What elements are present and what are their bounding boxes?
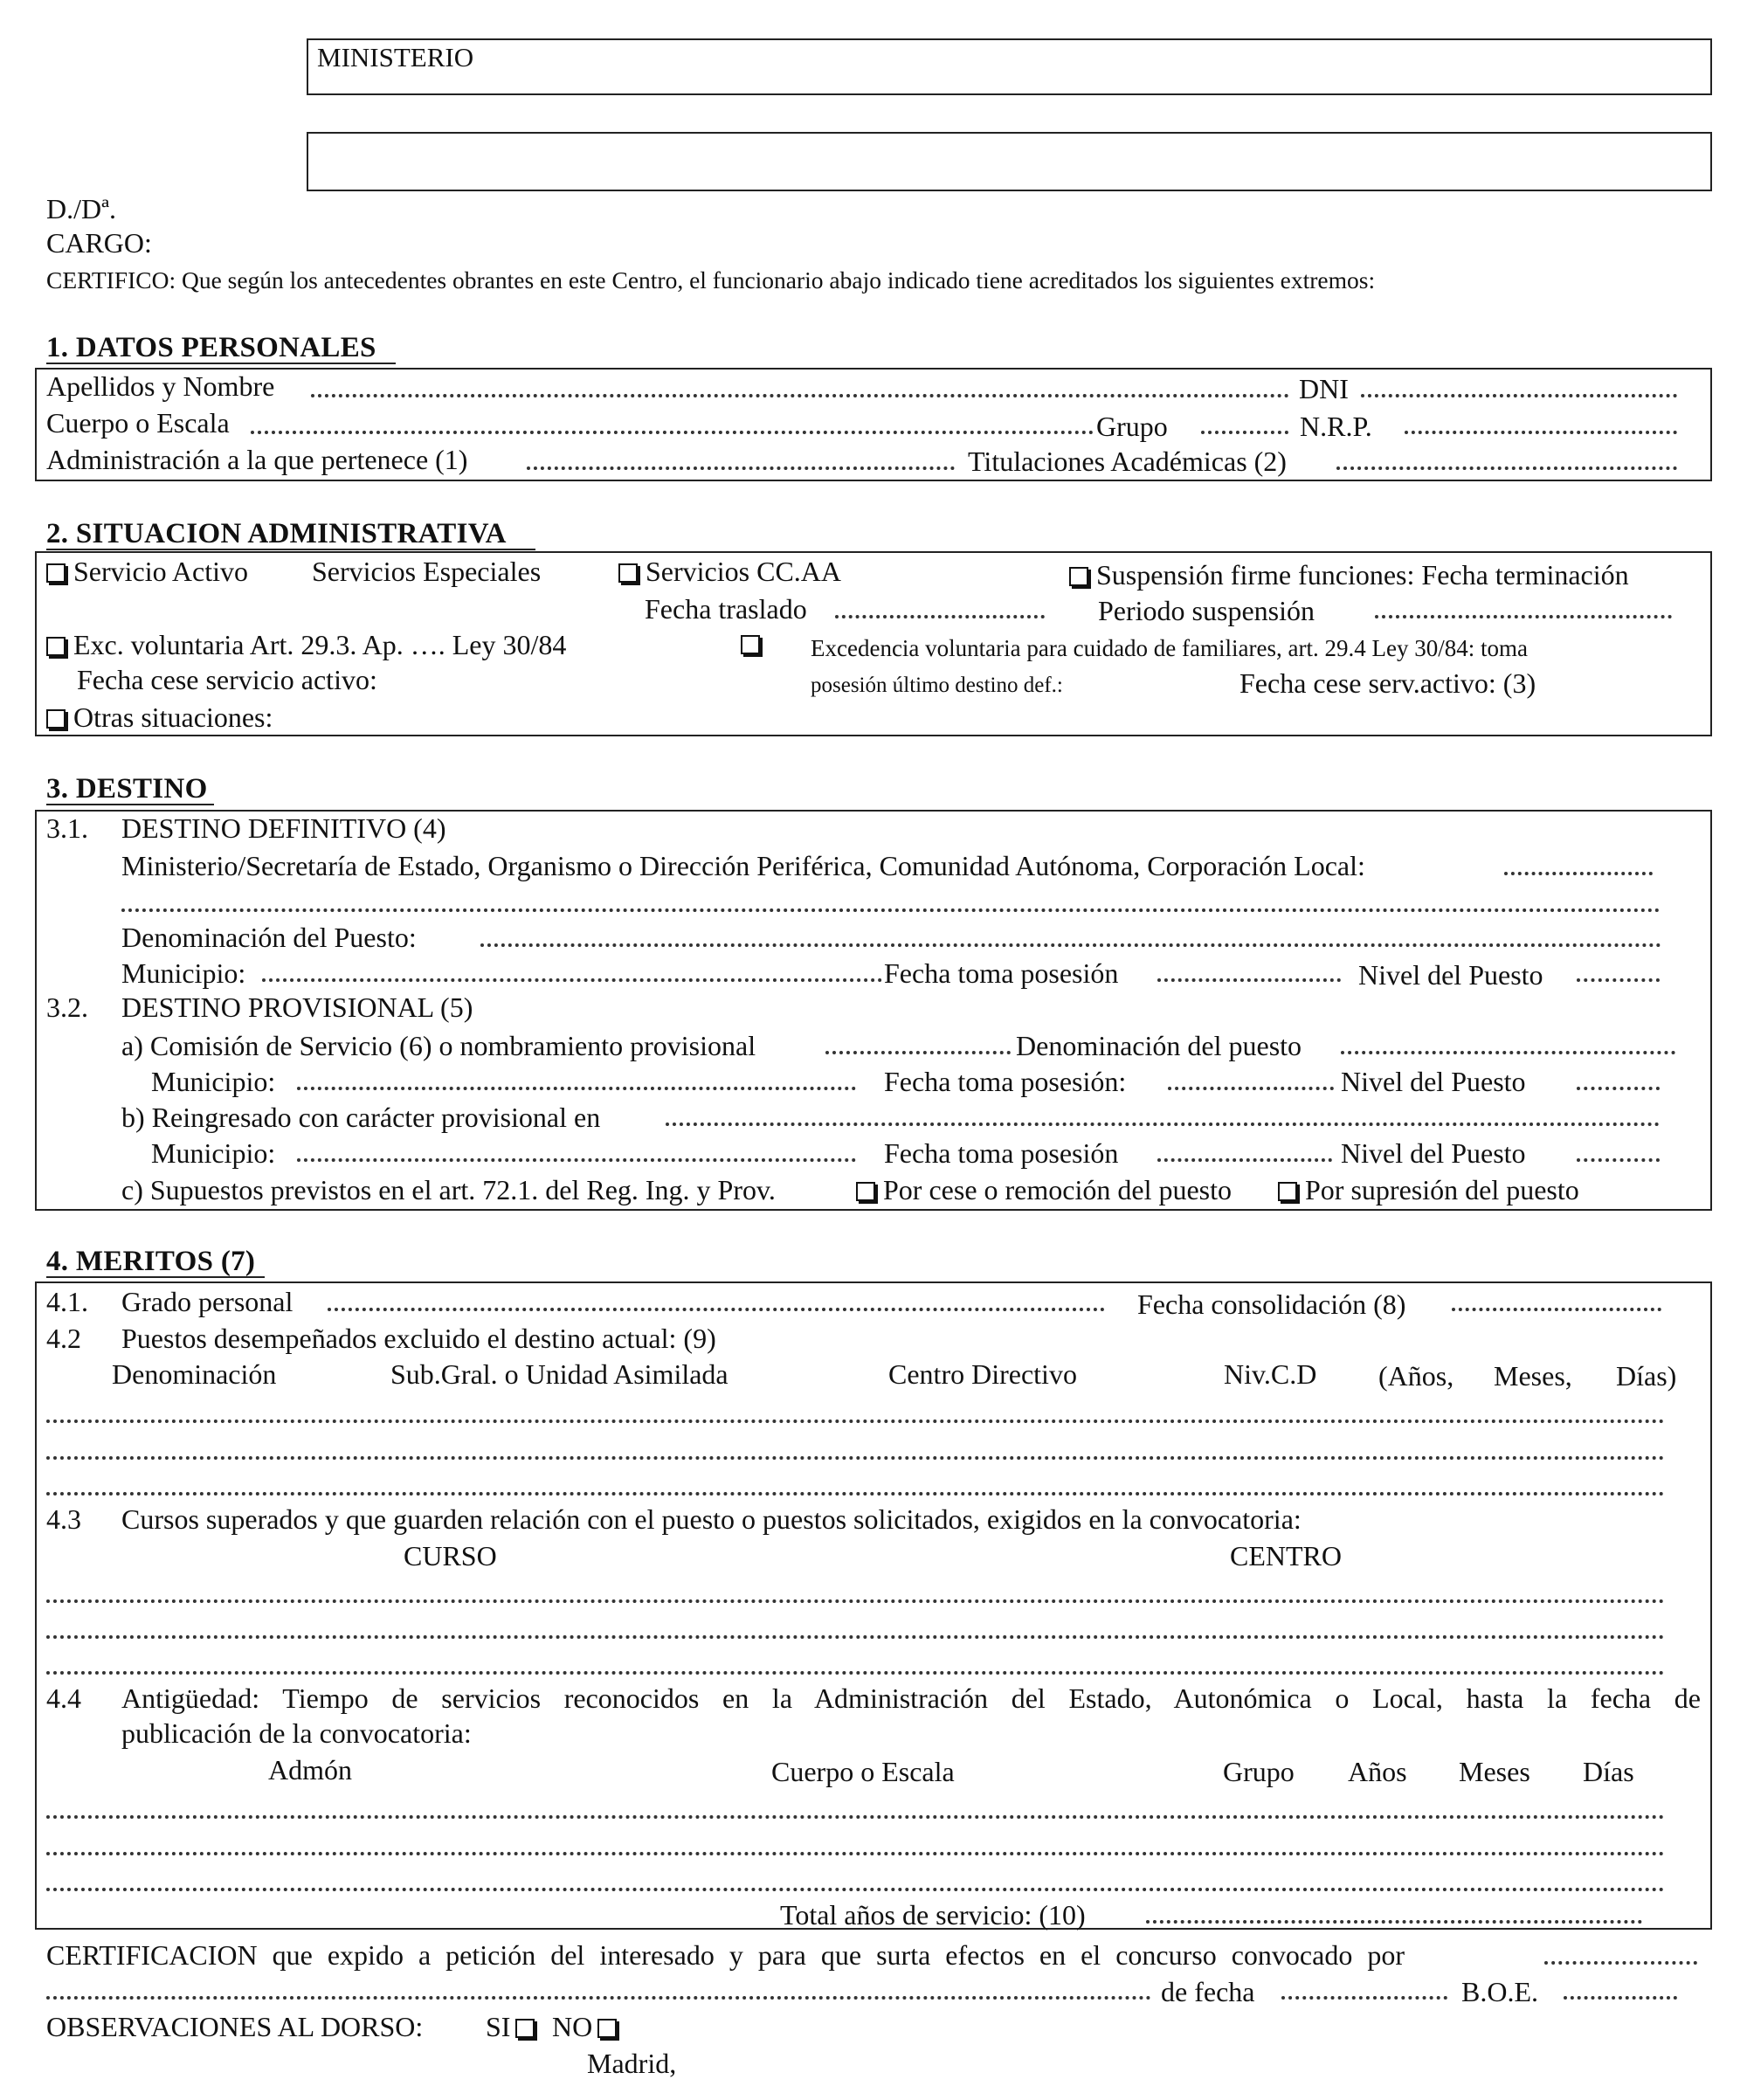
cursos-row-3[interactable]	[46, 1671, 1665, 1675]
excedencia-cuidado-label: Excedencia voluntaria para cuidado de familiares, art. 29.4 Ley 30/84: toma	[811, 635, 1528, 661]
nrp-field[interactable]	[1405, 431, 1677, 434]
fecha-cese-servicio-label: Fecha cese servicio activo:	[77, 664, 377, 695]
municipio-def-label: Municipio:	[121, 957, 246, 989]
nivel-puesto-b-field[interactable]	[1577, 1158, 1660, 1162]
por-cese-option[interactable]	[856, 1176, 1232, 1204]
observaciones-label: OBSERVACIONES AL DORSO:	[46, 2011, 424, 2042]
destino-provisional-label: DESTINO PROVISIONAL (5)	[121, 991, 473, 1023]
col-denominacion: Denominación	[112, 1358, 277, 1390]
cursos-row-2[interactable]	[46, 1635, 1665, 1639]
fecha-toma-a-label: Fecha toma posesión:	[884, 1066, 1127, 1097]
n43-label: 4.3	[46, 1503, 81, 1535]
suspension-label: Suspensión firme funciones: Fecha terminación	[1096, 559, 1629, 591]
certifico-text: CERTIFICO: Que según los antecedentes obrantes en este Centro, el funcionario abajo indicado tiene acreditados los siguientes extremos:	[46, 266, 1376, 294]
nivel-puesto-a-field[interactable]	[1577, 1087, 1660, 1090]
municipio-b-field[interactable]	[297, 1158, 856, 1162]
ministerio-line-label: Ministerio/Secretaría de Estado, Organismo o Dirección Periférica, Comunidad Autónoma, Corporación Local:	[121, 850, 1365, 881]
cursos-superados-label: Cursos superados y que guarden relación con el puesto o puestos solicitados, exigidos en la convocatoria:	[121, 1503, 1302, 1535]
ministerio-label: MINISTERIO	[317, 42, 474, 73]
no-option[interactable]	[552, 2013, 625, 2041]
col-dias: Días)	[1616, 1360, 1677, 1392]
administracion-label: Administración a la que pertenece (1)	[46, 444, 468, 475]
servicios-especiales-label: Servicios Especiales	[312, 556, 542, 587]
de-fecha-label: de fecha	[1161, 1976, 1255, 2007]
madrid-label: Madrid,	[587, 2048, 677, 2079]
denominacion-puesto-lc-field[interactable]	[1341, 1051, 1675, 1054]
antiguedad-line-1: Antigüedad: Tiempo de servicios reconocidos en la Administración del Estado, Autonómica o Local, hasta la fecha de	[121, 1682, 1701, 1714]
section-1-underline	[46, 363, 396, 364]
puestos-row-1[interactable]	[46, 1420, 1665, 1423]
exc-voluntaria-option[interactable]	[46, 631, 566, 659]
antiguedad-row-1[interactable]	[46, 1815, 1665, 1819]
servicios-ccaa-label: Servicios CC.AA	[646, 556, 841, 587]
denominacion-puesto-lc-label: Denominación del puesto	[1016, 1030, 1302, 1061]
periodo-suspension-field[interactable]	[1375, 615, 1672, 618]
por-cese-label: Por cese o remoción del puesto	[883, 1174, 1232, 1205]
suspension-checkbox[interactable]	[1069, 567, 1088, 586]
n42-label: 4.2	[46, 1323, 81, 1354]
por-supresion-label: Por supresión del puesto	[1305, 1174, 1579, 1205]
ministerio-box[interactable]	[307, 38, 1712, 95]
servicio-activo-label: Servicio Activo	[73, 556, 248, 587]
antiguedad-row-3[interactable]	[46, 1888, 1665, 1891]
section-4-title: 4. MERITOS (7)	[46, 1246, 256, 1277]
col-grupo: Grupo	[1223, 1756, 1295, 1787]
ministerio-line-field[interactable]	[1504, 872, 1653, 875]
grupo-field[interactable]	[1201, 431, 1288, 434]
dd-label: D./Dª.	[46, 193, 116, 225]
antiguedad-line-2: publicación de la convocatoria:	[121, 1717, 472, 1749]
suspension-option[interactable]	[1069, 561, 1629, 589]
col-centro-directivo: Centro Directivo	[888, 1358, 1077, 1390]
por-supresion-option[interactable]	[1278, 1176, 1579, 1204]
col-meses: Meses,	[1494, 1360, 1572, 1392]
si-option[interactable]	[486, 2013, 542, 2041]
municipio-a-label: Municipio:	[151, 1066, 276, 1097]
total-anos-label: Total años de servicio: (10)	[780, 1899, 1086, 1931]
por-cese-checkbox[interactable]	[856, 1182, 875, 1201]
certificacion-field[interactable]	[1544, 1961, 1697, 1965]
nrp-label: N.R.P.	[1300, 411, 1372, 442]
puestos-row-2[interactable]	[46, 1456, 1665, 1460]
a-comision-field[interactable]	[825, 1051, 1011, 1054]
boe-label: B.O.E.	[1461, 1976, 1538, 2007]
section-4-underline	[46, 1276, 265, 1278]
municipio-def-field[interactable]	[262, 978, 882, 982]
col-centro: CENTRO	[1230, 1540, 1342, 1572]
concurso-field[interactable]	[46, 1996, 1151, 2000]
ministerio-line-field-2[interactable]	[121, 908, 1661, 912]
exc-voluntaria-checkbox[interactable]	[46, 637, 66, 656]
servicios-ccaa-checkbox[interactable]	[618, 563, 638, 583]
titulaciones-label: Titulaciones Académicas (2)	[968, 446, 1287, 477]
col-cuerpo-escala: Cuerpo o Escala	[771, 1756, 955, 1787]
col-admon: Admón	[268, 1754, 352, 1786]
fecha-toma-def-field[interactable]	[1157, 978, 1341, 982]
grado-personal-field[interactable]	[328, 1308, 1105, 1311]
puestos-row-3[interactable]	[46, 1492, 1665, 1496]
section-3-underline	[46, 804, 214, 805]
col-anos: (Años,	[1378, 1360, 1454, 1392]
b-reingresado-field[interactable]	[666, 1123, 1660, 1126]
section-2-underline	[46, 549, 535, 550]
de-fecha-field[interactable]	[1281, 1996, 1447, 2000]
si-label: SI	[486, 2011, 511, 2042]
denominacion-puesto-field[interactable]	[480, 943, 1661, 947]
nivel-puesto-a-label: Nivel del Puesto	[1341, 1066, 1526, 1097]
dni-field[interactable]	[1361, 394, 1677, 397]
denominacion-puesto-label: Denominación del Puesto:	[121, 922, 417, 953]
exc-voluntaria-label: Exc. voluntaria Art. 29.3. Ap. …. Ley 30/84	[73, 629, 567, 660]
apellidos-field[interactable]	[311, 394, 1289, 397]
cuerpo-field[interactable]	[251, 431, 1094, 434]
a-comision-label: a) Comisión de Servicio (6) o nombramiento provisional	[121, 1030, 756, 1061]
certificacion-label: CERTIFICACION que expido a petición del interesado y para que surta efectos en el concurso convocado por	[46, 1939, 1405, 1971]
n32-label: 3.2.	[46, 991, 88, 1023]
fecha-consolidacion-label: Fecha consolidación (8)	[1137, 1288, 1406, 1320]
col-nivcd: Niv.C.D	[1224, 1358, 1317, 1390]
n41-label: 4.1.	[46, 1286, 88, 1317]
fecha-toma-a-field[interactable]	[1168, 1087, 1334, 1090]
fecha-toma-b-field[interactable]	[1157, 1158, 1332, 1162]
col-anos-44: Años	[1348, 1756, 1407, 1787]
col-meses-44: Meses	[1459, 1756, 1530, 1787]
posesion-ultimo-label: posesión último destino def.:	[811, 674, 1063, 697]
grado-personal-label: Grado personal	[121, 1286, 293, 1317]
apellidos-label: Apellidos y Nombre	[46, 370, 275, 402]
servicio-activo-option[interactable]	[46, 557, 248, 585]
fecha-consolidacion-field[interactable]	[1452, 1308, 1661, 1311]
fecha-traslado-label: Fecha traslado	[645, 593, 807, 625]
section-1-title: 1. DATOS PERSONALES	[46, 332, 376, 363]
otras-situaciones-checkbox[interactable]	[46, 709, 66, 729]
cargo-label: CARGO:	[46, 227, 152, 259]
grupo-label: Grupo	[1096, 411, 1168, 442]
n44-label: 4.4	[46, 1682, 81, 1714]
excedencia-cuidado-checkbox[interactable]	[741, 635, 760, 654]
otras-situaciones-option[interactable]	[46, 703, 273, 731]
no-checkbox[interactable]	[597, 2019, 617, 2038]
unit-box[interactable]	[307, 132, 1712, 191]
otras-situaciones-label: Otras situaciones:	[73, 701, 273, 733]
servicio-activo-checkbox[interactable]	[46, 563, 66, 583]
nivel-puesto-b-label: Nivel del Puesto	[1341, 1137, 1526, 1169]
section-3-title: 3. DESTINO	[46, 773, 208, 805]
col-subgral: Sub.Gral. o Unidad Asimilada	[390, 1358, 728, 1390]
fecha-toma-b-label: Fecha toma posesión	[884, 1137, 1119, 1169]
section-2-title: 2. SITUACION ADMINISTRATIVA	[46, 518, 507, 549]
municipio-b-label: Municipio:	[151, 1137, 276, 1169]
no-label: NO	[552, 2011, 593, 2042]
servicios-ccaa-option[interactable]	[618, 557, 841, 585]
boe-field[interactable]	[1564, 1996, 1677, 2000]
por-supresion-checkbox[interactable]	[1278, 1182, 1297, 1201]
fecha-traslado-field[interactable]	[835, 615, 1045, 618]
periodo-suspension-label: Periodo suspensión	[1098, 595, 1315, 626]
c-supuestos-label: c) Supuestos previstos en el art. 72.1. del Reg. Ing. y Prov.	[121, 1174, 776, 1205]
nivel-puesto-def-field[interactable]	[1577, 978, 1660, 982]
col-dias-44: Días	[1583, 1756, 1634, 1787]
nivel-puesto-def-label: Nivel del Puesto	[1358, 959, 1543, 991]
fecha-cese-serv-label: Fecha cese serv.activo: (3)	[1239, 667, 1536, 699]
total-anos-field[interactable]	[1146, 1920, 1642, 1924]
destino-definitivo-label: DESTINO DEFINITIVO (4)	[121, 812, 446, 844]
n31-label: 3.1.	[46, 812, 88, 844]
section-4-box	[35, 1281, 1712, 1930]
dni-label: DNI	[1299, 373, 1349, 404]
antiguedad-row-2[interactable]	[46, 1852, 1665, 1855]
municipio-a-field[interactable]	[297, 1087, 856, 1090]
cuerpo-label: Cuerpo o Escala	[46, 407, 230, 439]
si-checkbox[interactable]	[515, 2019, 535, 2038]
col-curso: CURSO	[404, 1540, 497, 1572]
titulaciones-field[interactable]	[1336, 466, 1677, 470]
fecha-toma-def-label: Fecha toma posesión	[884, 957, 1119, 989]
puestos-desempenados-label: Puestos desempeñados excluido el destino actual: (9)	[121, 1323, 716, 1354]
cursos-row-1[interactable]	[46, 1599, 1665, 1603]
administracion-field[interactable]	[527, 466, 955, 470]
b-reingresado-label: b) Reingresado con carácter provisional en	[121, 1102, 601, 1133]
